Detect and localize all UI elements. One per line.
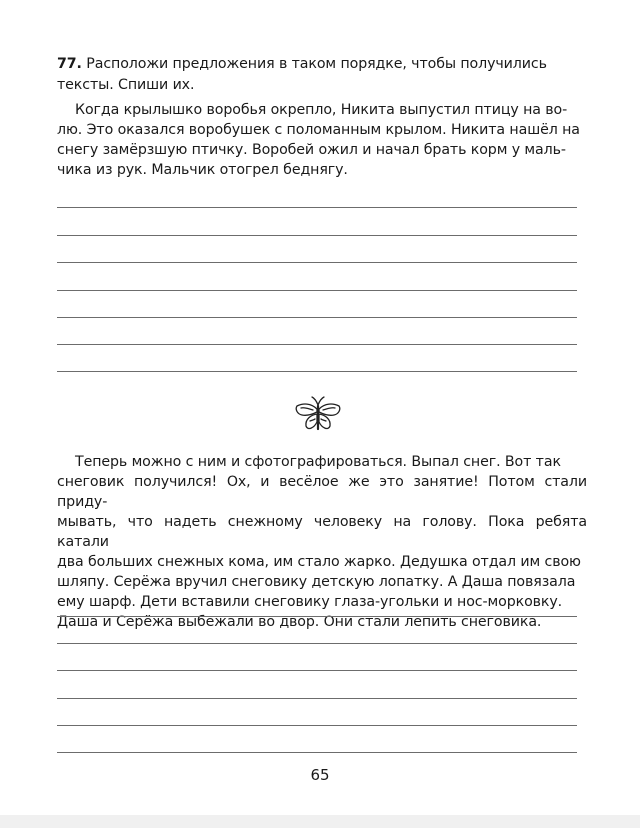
page-number: 65 bbox=[310, 766, 330, 784]
text-line: снеговик получился! Ох, и весёлое же это занятие! Потом стали приду- bbox=[57, 474, 587, 510]
text-sparrow bbox=[57, 100, 587, 180]
task-instruction bbox=[57, 54, 587, 96]
task-text: Расположи предложения в таком порядке, чтобы получились тексты. Спиши их. bbox=[57, 56, 547, 93]
text-snowman bbox=[57, 452, 587, 632]
text-line: Теперь можно с ним и сфотографироваться. Выпал снег. Вот так bbox=[75, 454, 561, 470]
writing-line[interactable] bbox=[57, 616, 577, 617]
text-line: лю. Это оказался воробушек с поломанным крылом. Никита нашёл на bbox=[57, 122, 580, 138]
text-line: два больших снежных кома, им стало жарко. Дедушка отдал им свою bbox=[57, 554, 581, 570]
text-line: мывать, что надеть снежному человеку на голову. Пока ребята катали bbox=[57, 514, 587, 550]
writing-line[interactable] bbox=[57, 698, 577, 699]
page-bottom-edge bbox=[0, 815, 640, 828]
text-line: Даша и Серёжа выбежали во двор. Они стали лепить снеговика. bbox=[57, 614, 542, 630]
writing-line[interactable] bbox=[57, 262, 577, 263]
writing-line[interactable] bbox=[57, 317, 577, 318]
text-line: снегу замёрзшую птичку. Воробей ожил и начал брать корм у маль- bbox=[57, 142, 566, 158]
writing-line[interactable] bbox=[57, 371, 577, 372]
text-line: чика из рук. Мальчик отогрел беднягу. bbox=[57, 162, 348, 178]
writing-line[interactable] bbox=[57, 235, 577, 236]
writing-line[interactable] bbox=[57, 725, 577, 726]
text-line: Когда крылышко воробья окрепло, Никита выпустил птицу на во- bbox=[75, 102, 568, 118]
butterfly-icon bbox=[293, 395, 343, 437]
text-line: шляпу. Серёжа вручил снеговику детскую лопатку. А Даша повязала bbox=[57, 574, 576, 590]
writing-line[interactable] bbox=[57, 670, 577, 671]
task-number: 77. bbox=[57, 56, 82, 72]
writing-line[interactable] bbox=[57, 344, 577, 345]
writing-line[interactable] bbox=[57, 643, 577, 644]
text-line: ему шарф. Дети вставили снеговику глаза-угольки и нос-морковку. bbox=[57, 594, 563, 610]
writing-line[interactable] bbox=[57, 290, 577, 291]
writing-line[interactable] bbox=[57, 207, 577, 208]
writing-line[interactable] bbox=[57, 752, 577, 753]
